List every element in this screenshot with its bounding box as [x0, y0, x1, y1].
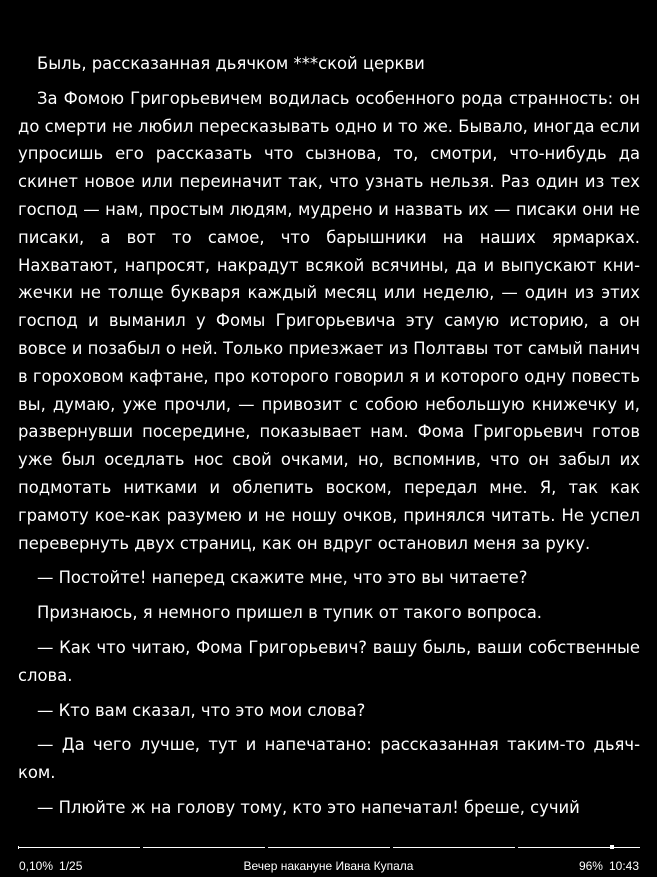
paragraph: — Как что читаю, Фома Григорьевич? вашу быль, ваши собственные слова.: [18, 637, 640, 685]
paragraph: Признаюсь, я немного пришел в тупик от такого вопроса.: [37, 603, 542, 623]
paragraph: За Фомою Григорьевичем водилась особенного рода странность: он до смерти не любил пересказывать одно и то же. Бывало, иногда если упросишь его рассказать что сызнова, то, смотри, что-нибудь да скинет новое или переиначит так, что узнать нельзя. Раз один из тех господ — нам, простым людям, мудрено и назвать их — писаки они не писаки, а вот то самое, что барышники на наших ярмарках. Нахватают, напросят, накрадут всякой всячины, да и выпускают книжечки не толще букваря каждый месяц или неделю, — один из этих господ и выманил у Фомы Григорьевича эту самую историю, а он вовсе и позабыл о ней. Только приезжает из Полтавы тот самый панич в гороховом кафтане, про которого говорил я и которого одну повесть вы, думаю, уже прочли, — привозит с собою небольшую книжечку и, развернувши посередине, показывает нам. Фома Григорьевич готов уже был оседлать нос свой очками, но, вспомнив, что он забыл их подмотать нитками и облепить воском, передал мне. Я, так как грамоту кое-как разумею и не ношу очков, принялся читать. Не успел перевернуть двух страниц, как он вдруг остановил меня за руку.: [18, 88, 640, 553]
reader-page[interactable]: [18, 50, 640, 828]
progress-segment: [393, 847, 515, 848]
progress-segment: [268, 847, 390, 848]
progress-segment: [143, 847, 265, 848]
chapter-title: Вечер накануне Ивана Купала: [243, 859, 414, 873]
progress-segment: [518, 847, 640, 848]
chapter-subtitle: Быль, рассказанная дьячком ***ской церкви: [37, 54, 425, 73]
battery-level: 96%: [578, 859, 603, 873]
paragraph: — Постойте! наперед скажите мне, что это вы читаете?: [37, 568, 528, 588]
progress-segment: [18, 847, 140, 848]
status-bar: [0, 856, 657, 876]
progress-position-marker: [610, 845, 614, 849]
reading-progress-bar[interactable]: [18, 846, 640, 849]
paragraph: — Да чего лучше, тут и напечатано: рассказанная таким-то дьячком.: [18, 735, 640, 783]
paragraph: — Кто вам сказал, что это мои слова?: [37, 700, 366, 720]
status-right: [579, 856, 639, 876]
paragraph: — Плюйте ж на голову тому, кто это напечатал! брешe, сучий: [37, 797, 580, 817]
progress-percent: 0,10%: [19, 859, 54, 873]
page-counter: 1/25: [59, 859, 83, 873]
clock-time: 10:43: [608, 859, 639, 873]
